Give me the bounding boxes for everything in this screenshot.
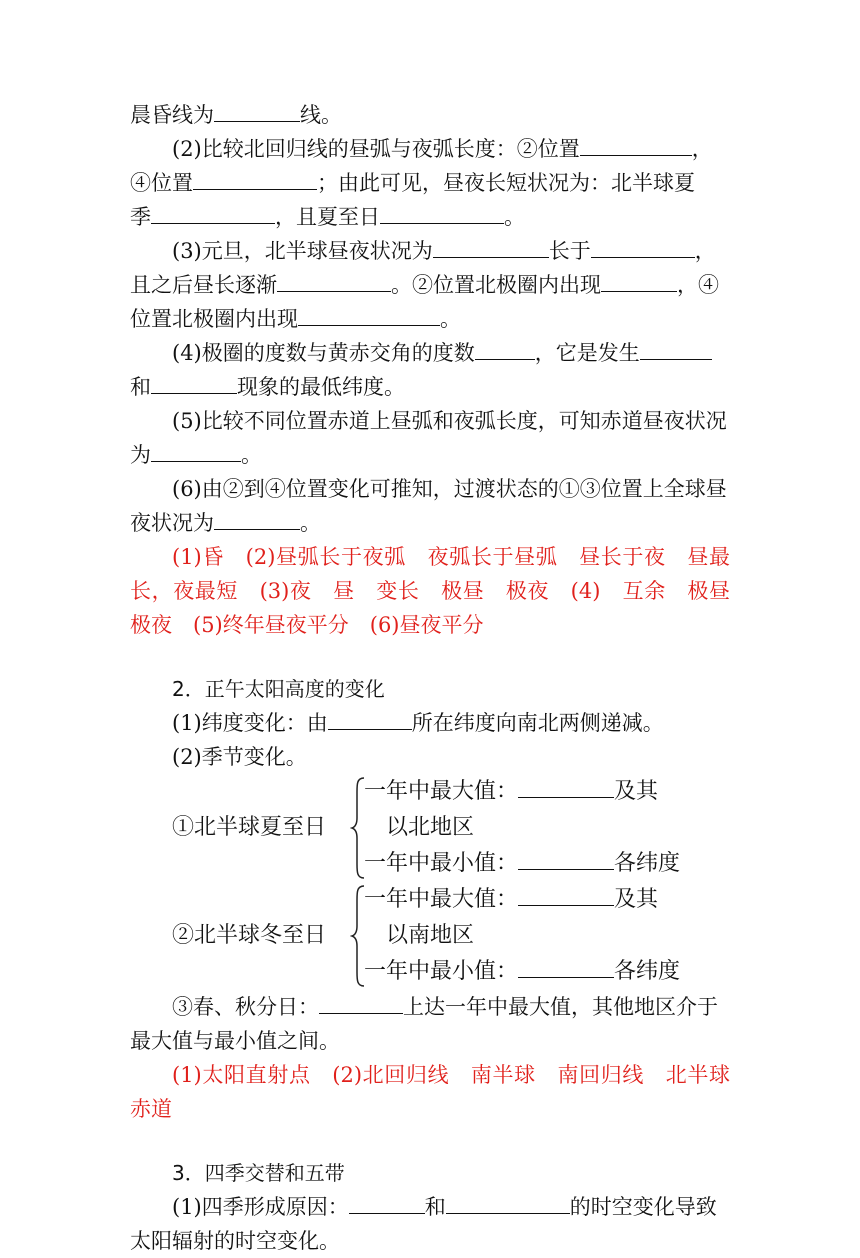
text-line: (5)比较不同位置赤道上昼弧和夜弧长度，可知赤道昼夜状况 (172, 409, 727, 433)
text-line: 位置北极圈内出现 。 (130, 307, 461, 331)
text-line: 最大值与最小值之间。 (130, 1029, 340, 1053)
answer-line: 赤道 (130, 1097, 172, 1121)
fill-blank[interactable] (193, 169, 317, 190)
fill-blank[interactable] (319, 993, 403, 1014)
text-line: 且之后昼长逐渐 。②位置北极圈内出现 ，④ (130, 273, 719, 297)
summer-solstice-block (130, 774, 730, 882)
fill-blank[interactable] (349, 1193, 425, 1214)
fill-blank[interactable] (151, 203, 275, 224)
fill-blank[interactable] (591, 237, 695, 258)
text-line: (1)纬度变化：由 所在纬度向南北两侧递减。 (172, 711, 664, 735)
fill-blank[interactable] (640, 339, 712, 360)
brace-line: 一年中最大值： 及其 (364, 887, 659, 912)
fill-blank[interactable] (380, 203, 504, 224)
brace-line: 一年中最大值： 及其 (364, 779, 659, 804)
fill-blank[interactable] (328, 709, 412, 730)
brace-line: 以南地区 (386, 923, 475, 948)
answer-line: 长，夜最短 (3)夜 昼 变长 极昼 极夜 (4) 互余 极昼 (130, 579, 730, 603)
text-line: 太阳辐射的时空变化。 (130, 1229, 340, 1253)
text-line: (2)比较北回归线的昼弧与夜弧长度：②位置 ， (172, 137, 713, 161)
text-line: 晨昏线为 线。 (130, 103, 342, 127)
fill-blank[interactable] (151, 441, 241, 462)
text-line: (4)极圈的度数与黄赤交角的度数 ，它是发生 (130, 336, 730, 370)
text-line: (6)由②到④位置变化可推知，过渡状态的①③位置上全球昼 (172, 477, 727, 501)
fill-blank[interactable] (433, 237, 549, 258)
document-page (130, 98, 730, 1258)
section-title: 3．四季交替和五带 (172, 1161, 345, 1185)
section-title: 2．正午太阳高度的变化 (172, 677, 385, 701)
fill-blank[interactable] (518, 957, 614, 978)
fill-blank[interactable] (277, 271, 391, 292)
fill-blank[interactable] (580, 135, 692, 156)
brace-line: 以北地区 (386, 815, 475, 840)
brace-line: 一年中最小值： 各纬度 (364, 959, 681, 984)
brace-lead: ②北半球冬至日 (172, 923, 327, 948)
answer-line: (1)昏 (2)昼弧长于夜弧 夜弧长于昼弧 昼长于夜 昼最 (172, 545, 730, 569)
brace-lead: ①北半球夏至日 (172, 815, 327, 840)
fill-blank[interactable] (151, 373, 237, 394)
text-line: ③春、秋分日： 上达一年中最大值，其他地区介于 (172, 995, 718, 1019)
text-line: 夜状况为 。 (130, 511, 321, 535)
fill-blank[interactable] (214, 101, 300, 122)
fill-blank[interactable] (518, 849, 614, 870)
text-line: 季 ，且夏至日 。 (130, 205, 525, 229)
fill-blank[interactable] (518, 885, 614, 906)
text-line: (1)四季形成原因： 和 的时空变化导致 (172, 1195, 717, 1219)
text-line: ④位置 ；由此可见，昼夜长短状况为：北半球夏 (130, 171, 695, 195)
text-line: (2)季节变化。 (172, 745, 307, 769)
winter-solstice-block (130, 882, 730, 990)
text-line: (3)元旦，北半球昼夜状况为 长于 ， (172, 239, 716, 263)
answer-line: (1)太阳直射点 (2)北回归线 南半球 南回归线 北半球 (172, 1063, 730, 1087)
fill-blank[interactable] (298, 305, 440, 326)
fill-blank[interactable] (518, 777, 614, 798)
fill-blank[interactable] (475, 339, 535, 360)
fill-blank[interactable] (214, 509, 300, 530)
brace-line: 一年中最小值： 各纬度 (364, 851, 681, 876)
answer-line: 极夜 (5)终年昼夜平分 (6)昼夜平分 (130, 613, 484, 637)
text-line: 为 。 (130, 443, 262, 467)
text-line: 和 现象的最低纬度。 (130, 375, 405, 399)
fill-blank[interactable] (446, 1193, 570, 1214)
fill-blank[interactable] (601, 271, 677, 292)
